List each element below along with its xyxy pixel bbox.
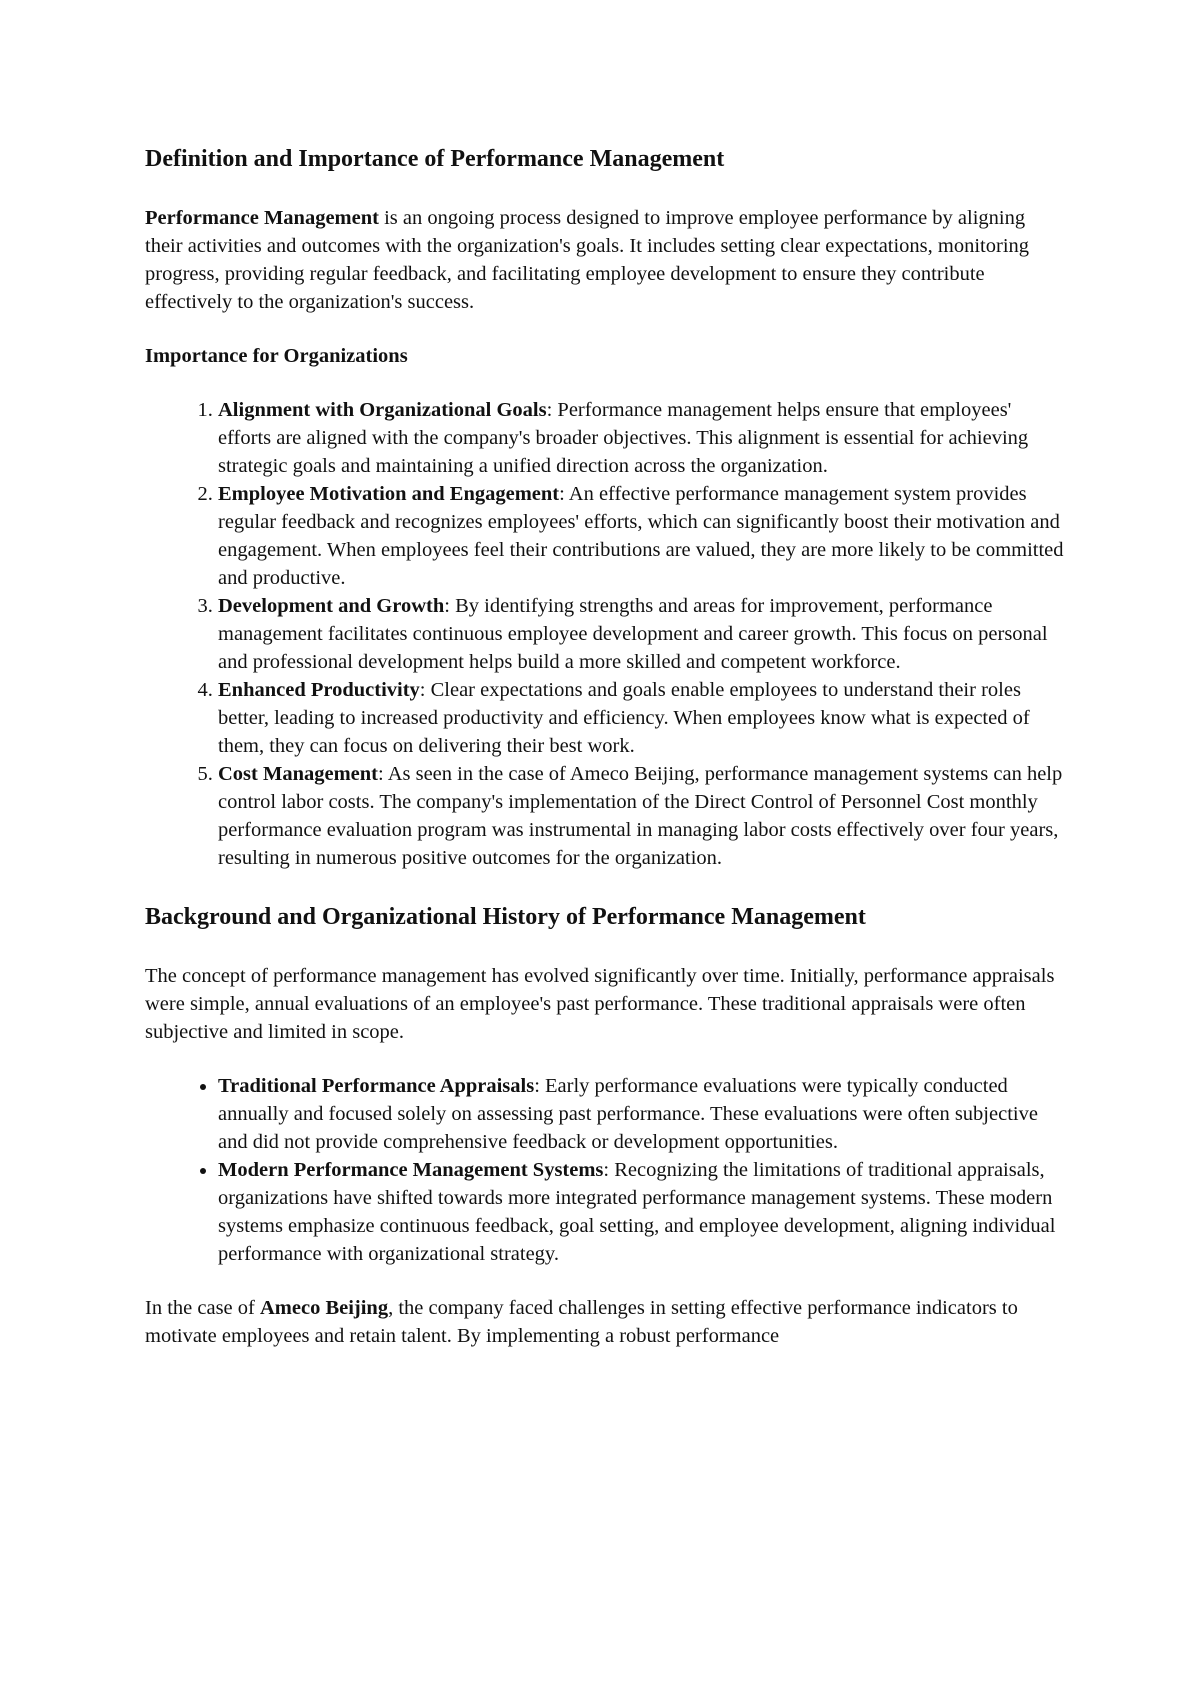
- list-item: [218, 396, 1065, 480]
- intro-paragraph: [145, 204, 1065, 316]
- list-item-term: Alignment with Organizational Goals: [218, 399, 547, 421]
- section-heading-definition: Definition and Importance of Performance Management: [145, 146, 725, 172]
- list-item-text: : Recognizing the limitations of traditional appraisals, organizations have shifted towards more integrated performance management systems. These modern systems emphasize continuous feedback, goal setting, and employee development, aligning individual performance with organizational strategy.: [218, 1159, 1056, 1265]
- document-page: [145, 128, 1065, 1376]
- list-item-text: : Performance management helps ensure that employees' efforts are aligned with the company's broader objectives. This alignment is essential for achieving strategic goals and maintaining a unified direction across the organization.: [218, 399, 1029, 477]
- list-item: [218, 592, 1065, 676]
- list-item-term: Development and Growth: [218, 595, 445, 617]
- history-list: [145, 1072, 1065, 1268]
- list-item-text: : Early performance evaluations were typically conducted annually and focused solely on assessing past performance. These evaluations were often subjective and did not provide comprehensive feedback or development opportunities.: [218, 1075, 1038, 1153]
- list-item-text: : As seen in the case of Ameco Beijing, performance management systems can help control labor costs. The company's implementation of the Direct Control of Personnel Cost monthly performance evaluation program was instrumental in managing labor costs effectively over four years, resulting in numerous positive outcomes for the organization.: [218, 763, 1063, 869]
- closing-paragraph: [145, 1294, 1065, 1350]
- importance-list: [145, 396, 1065, 872]
- list-item: [218, 1156, 1065, 1268]
- list-item-text: : By identifying strengths and areas for improvement, performance management facilitates continuous employee development and career growth. This focus on personal and professional development helps build a more skilled and competent workforce.: [218, 595, 1048, 673]
- list-item-term: Cost Management: [218, 763, 378, 785]
- closing-post: , the company faced challenges in setting effective performance indicators to motivate employees and retain talent. By implementing a robust performance: [145, 1297, 1018, 1347]
- list-item: [218, 676, 1065, 760]
- list-item: [218, 760, 1065, 872]
- intro-text: is an ongoing process designed to improve employee performance by aligning their activities and outcomes with the organization's goals. It includes setting clear expectations, monitoring progress, providing regular feedback, and facilitating employee development to ensure they contribute effectively to the organization's success.: [145, 207, 1030, 313]
- list-item-term: Traditional Performance Appraisals: [218, 1075, 535, 1097]
- closing-pre: In the case of: [145, 1297, 260, 1319]
- list-item-term: Modern Performance Management Systems: [218, 1159, 604, 1181]
- subheading-importance: Importance for Organizations: [145, 345, 408, 367]
- list-item-text: : An effective performance management system provides regular feedback and recognizes employees' efforts, which can significantly boost their motivation and engagement. When employees feel their contributions are valued, they are more likely to be committed and productive.: [218, 483, 1064, 589]
- list-item-term: Employee Motivation and Engagement: [218, 483, 560, 505]
- background-paragraph: The concept of performance management has evolved significantly over time. Initially, performance appraisals were simple, annual evaluations of an employee's past performance. These traditional appraisals were often subjective and limited in scope.: [145, 965, 1055, 1043]
- list-item: [218, 1072, 1065, 1156]
- section-heading-background: Background and Organizational History of Performance Management: [145, 904, 866, 930]
- closing-term: Ameco Beijing: [259, 1297, 389, 1319]
- list-item-term: Enhanced Productivity: [218, 679, 420, 701]
- list-item: [218, 480, 1065, 592]
- intro-term: Performance Management: [145, 207, 379, 229]
- list-item-text: : Clear expectations and goals enable employees to understand their roles better, leading to increased productivity and efficiency. When employees know what is expected of them, they can focus on delivering their best work.: [218, 679, 1030, 757]
